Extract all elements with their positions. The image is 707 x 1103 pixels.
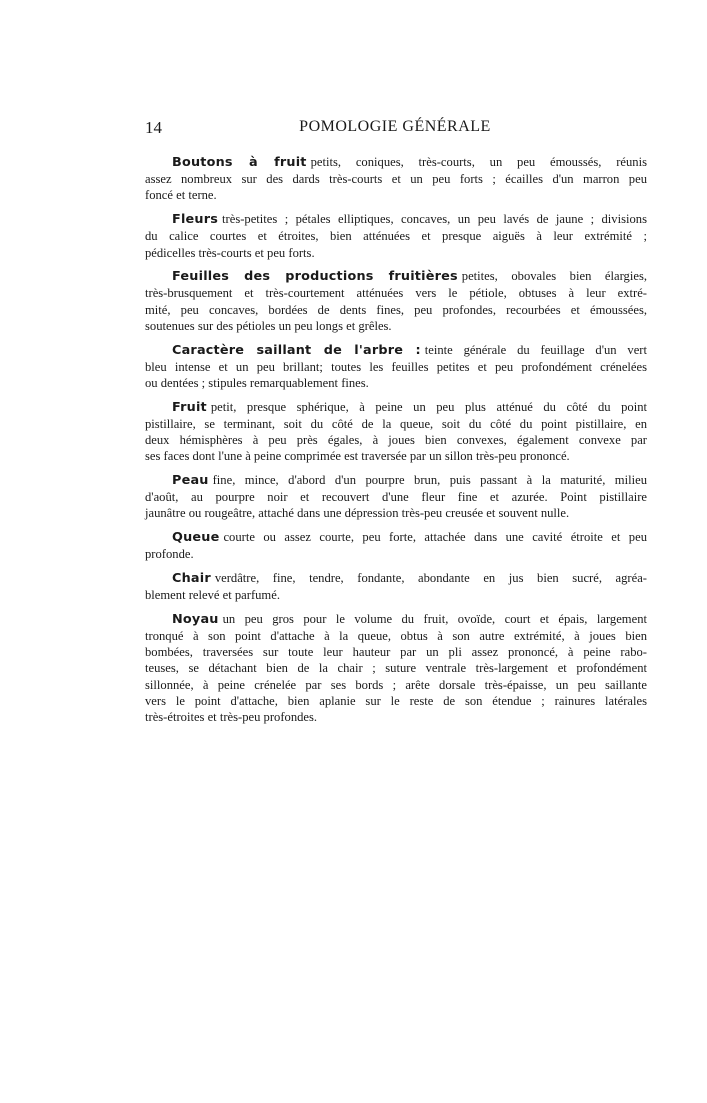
line-text: blement relevé et parfumé. <box>145 588 280 603</box>
running-title: POMOLOGIE GÉNÉRALE <box>299 118 491 135</box>
text-line <box>145 375 647 391</box>
text-line <box>145 245 647 261</box>
line-text: tronqué à son point d'attache à la queue, obtus à son autre extrémité, à joues bien <box>145 629 647 644</box>
line-text: très-petites ; pétales elliptiques, concaves, un peu lavés de jaune ; divisions <box>222 212 647 227</box>
paragraph <box>145 472 647 522</box>
paragraph <box>145 268 647 334</box>
text-line <box>145 677 647 693</box>
page-body <box>145 154 647 733</box>
line-text: foncé et terne. <box>145 188 217 203</box>
paragraph <box>145 570 647 603</box>
paragraph-heading: Fruit <box>172 399 207 415</box>
text-line <box>145 154 647 171</box>
line-text: teuses, se détachant bien de la chair ; suture ventrale très-largement et profondément <box>145 661 647 676</box>
text-line <box>145 318 647 334</box>
line-text: pistillaire, se terminant, soit du côté de la queue, soit du côté du point pistillaire, en <box>145 416 647 431</box>
text-line <box>145 399 647 416</box>
line-text: ou dentées ; stipules remarquablement fines. <box>145 375 369 390</box>
paragraph-heading: Caractère saillant de l'arbre : <box>172 342 421 358</box>
text-line <box>145 644 647 660</box>
text-line <box>145 709 647 725</box>
line-text: verdâtre, fine, tendre, fondante, abondante en jus bien sucré, agréa- <box>214 570 647 585</box>
text-line <box>145 302 647 318</box>
line-text: petits, coniques, très-courts, un peu émoussés, réunis <box>310 155 647 169</box>
text-line <box>145 285 647 301</box>
paragraph <box>145 399 647 465</box>
text-line <box>145 211 647 228</box>
line-text: bombées, traversées sur toute leur hauteur par un pli assez prononcé, à peine rabo- <box>145 645 647 660</box>
paragraph <box>145 154 647 204</box>
text-line <box>145 171 647 187</box>
paragraph-heading: Feuilles des productions fruitières <box>172 269 458 285</box>
line-text: mité, peu concaves, bordées de dents fines, peu profondes, recourbées et émoussées, <box>145 302 647 317</box>
text-line <box>145 448 647 464</box>
text-line <box>145 611 647 628</box>
line-text: du calice courtes et étroites, bien atténuées et presque aiguës à leur extrémité ; <box>145 229 647 244</box>
line-text: fine, mince, d'abord d'un pourpre brun, puis passant à la maturité, milieu <box>212 472 647 487</box>
text-line <box>145 432 647 448</box>
line-text: jaunâtre ou rougeâtre, attaché dans une dépression très-peu creusée et souvent nulle. <box>145 506 570 521</box>
text-line <box>145 587 647 603</box>
line-text: petites, obovales bien élargies, <box>461 269 647 284</box>
text-line <box>145 570 647 587</box>
text-line <box>145 660 647 676</box>
line-text: très-étroites et très-peu profondes. <box>145 710 318 725</box>
text-line <box>145 546 647 562</box>
line-text: soutenues sur des pétioles un peu longs et grêles. <box>145 318 392 333</box>
text-line <box>145 472 647 489</box>
line-text: deux hémisphères à peu près égales, à joues bien convexes, également convexe par <box>145 433 647 448</box>
paragraph <box>145 529 647 562</box>
line-text: bleu intense et un peu brillant; toutes les feuilles petites et peu profondément crénelées <box>145 359 647 374</box>
paragraph-heading: Peau <box>172 472 209 488</box>
line-text: vers le point d'attache, bien aplanie sur le reste de son étendue ; rainures latérales <box>145 693 647 708</box>
text-line <box>145 505 647 521</box>
text-line <box>145 187 647 203</box>
line-text: profonde. <box>145 547 194 562</box>
line-text: un peu gros pour le volume du fruit, ovoïde, court et épais, largement <box>222 611 647 626</box>
text-line <box>145 529 647 546</box>
paragraph-heading: Chair <box>172 570 211 586</box>
paragraph-heading: Queue <box>172 530 220 546</box>
text-line <box>145 268 647 285</box>
text-line <box>145 342 647 359</box>
text-line <box>145 489 647 505</box>
paragraph-heading: Noyau <box>172 611 219 627</box>
line-text: petit, presque sphérique, à peine un peu plus atténué du côté du point <box>210 399 647 414</box>
page-number: 14 <box>145 118 162 137</box>
paragraph <box>145 211 647 261</box>
line-text: très-brusquement et très-courtement atténuées vers le pétiole, obtuses à leur extré- <box>145 286 647 301</box>
line-text: teinte générale du feuillage d'un vert <box>424 342 648 357</box>
text-line <box>145 628 647 644</box>
line-text: d'août, au pourpre noir et recouvert d'une fleur fine et azurée. Point pistillaire <box>145 490 647 505</box>
paragraph <box>145 342 647 392</box>
line-text: pédicelles très-courts et peu forts. <box>145 245 315 260</box>
line-text: sillonnée, à peine crénelée par ses bords ; arête dorsale très-épaisse, un peu saillante <box>145 677 647 692</box>
line-text: courte ou assez courte, peu forte, attachée dans une cavité étroite et peu <box>223 530 647 545</box>
paragraph-heading: Fleurs <box>172 212 219 228</box>
text-line <box>145 693 647 709</box>
text-line <box>145 416 647 432</box>
text-line <box>145 228 647 244</box>
page-header <box>145 118 645 138</box>
paragraph <box>145 611 647 725</box>
text-line <box>145 359 647 375</box>
line-text: ses faces dont l'une à peine comprimée est traversée par un sillon très-peu prononcé. <box>145 449 570 464</box>
line-text: assez nombreux sur des dards très-courts et un peu forts ; écailles d'un marron peu <box>145 172 647 187</box>
paragraph-heading: Boutons à fruit <box>172 155 307 170</box>
